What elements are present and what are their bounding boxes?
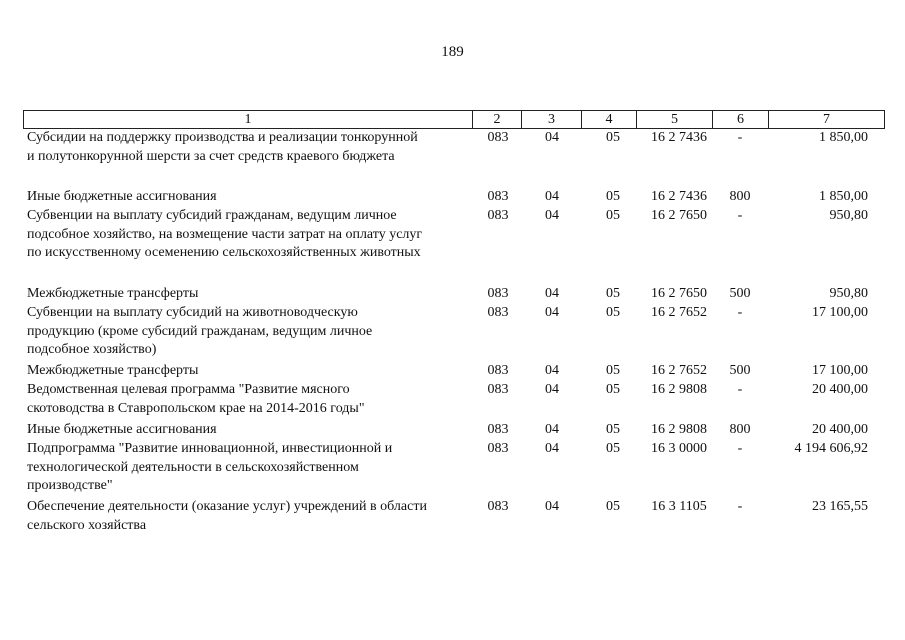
row-vr: - <box>737 208 743 223</box>
row-vr: - <box>737 499 743 514</box>
row-rz: 04 <box>545 305 559 320</box>
row-pr: 05 <box>606 305 620 320</box>
row-pr: 05 <box>606 441 620 456</box>
row-rz: 04 <box>545 208 559 223</box>
row-name: Субсидии на поддержку производства и реализации тонкорунной и полутонкорунной шерсти за счет средств краевого бюджета <box>27 130 418 164</box>
row-name: Подпрограмма "Развитие инновационной, инвестиционной и технологической деятельности в сельскохозяйственном производстве" <box>27 441 393 493</box>
row-name: Субвенции на выплату субсидий гражданам, ведущим личное подсобное хозяйство, на возмещение части затрат на оплату услуг по искусственному осеменению сельскохозяйственных животных <box>27 208 423 260</box>
row-rz: 04 <box>545 499 559 514</box>
row-gr: 083 <box>487 189 509 204</box>
row-sum: 1 850,00 <box>819 130 868 145</box>
header-cell-5: 5 <box>637 111 713 128</box>
row-pr: 05 <box>606 189 620 204</box>
row-name: Обеспечение деятельности (оказание услуг) учреждений в области сельского хозяйства <box>27 499 427 533</box>
row-name: Иные бюджетные ассигнования <box>27 422 217 437</box>
row-gr: 083 <box>487 499 509 514</box>
row-vr: - <box>737 382 743 397</box>
row-name: Межбюджетные трансферты <box>27 363 199 378</box>
page-number: 189 <box>441 44 464 60</box>
row-vr: 800 <box>729 422 751 437</box>
header-cell-2: 2 <box>473 111 522 128</box>
row-sum: 4 194 606,92 <box>794 441 868 456</box>
row-pr: 05 <box>606 382 620 397</box>
row-gr: 083 <box>487 363 509 378</box>
row-vr: - <box>737 130 743 145</box>
header-cell-4: 4 <box>582 111 637 128</box>
row-vr: 500 <box>729 363 751 378</box>
row-rz: 04 <box>545 422 559 437</box>
row-gr: 083 <box>487 286 509 301</box>
row-csr: 16 2 7436 <box>651 189 707 204</box>
row-csr: 16 2 7652 <box>651 305 707 320</box>
row-sum: 950,80 <box>829 286 868 301</box>
row-csr: 16 2 7652 <box>651 363 707 378</box>
row-sum: 17 100,00 <box>812 363 868 378</box>
row-rz: 04 <box>545 189 559 204</box>
row-gr: 083 <box>487 208 509 223</box>
header-cell-1: 1 <box>24 111 473 128</box>
row-sum: 1 850,00 <box>819 189 868 204</box>
row-csr: 16 2 9808 <box>651 422 707 437</box>
row-gr: 083 <box>487 130 509 145</box>
header-cell-7: 7 <box>769 111 885 128</box>
row-rz: 04 <box>545 382 559 397</box>
row-rz: 04 <box>545 363 559 378</box>
row-pr: 05 <box>606 499 620 514</box>
row-name: Межбюджетные трансферты <box>27 286 199 301</box>
row-sum: 20 400,00 <box>812 382 868 397</box>
row-vr: 800 <box>729 189 751 204</box>
row-pr: 05 <box>606 422 620 437</box>
row-csr: 16 2 7650 <box>651 286 707 301</box>
header-cell-3: 3 <box>522 111 582 128</box>
row-vr: - <box>737 305 743 320</box>
row-gr: 083 <box>487 422 509 437</box>
row-rz: 04 <box>545 286 559 301</box>
row-pr: 05 <box>606 130 620 145</box>
row-csr: 16 2 9808 <box>651 382 707 397</box>
row-name: Иные бюджетные ассигнования <box>27 189 217 204</box>
row-rz: 04 <box>545 130 559 145</box>
row-sum: 950,80 <box>829 208 868 223</box>
table-header-row <box>23 110 885 129</box>
row-pr: 05 <box>606 286 620 301</box>
row-name: Ведомственная целевая программа "Развитие мясного скотоводства в Ставропольском крае на 2014-2016 годы" <box>27 382 365 416</box>
row-vr: - <box>737 441 743 456</box>
row-csr: 16 3 0000 <box>651 441 707 456</box>
row-sum: 20 400,00 <box>812 422 868 437</box>
row-gr: 083 <box>487 305 509 320</box>
row-gr: 083 <box>487 382 509 397</box>
row-pr: 05 <box>606 208 620 223</box>
row-rz: 04 <box>545 441 559 456</box>
row-gr: 083 <box>487 441 509 456</box>
row-sum: 17 100,00 <box>812 305 868 320</box>
row-pr: 05 <box>606 363 620 378</box>
row-csr: 16 3 1105 <box>651 499 707 514</box>
row-csr: 16 2 7436 <box>651 130 707 145</box>
row-sum: 23 165,55 <box>812 499 868 514</box>
header-cell-6: 6 <box>713 111 769 128</box>
row-csr: 16 2 7650 <box>651 208 707 223</box>
row-vr: 500 <box>729 286 751 301</box>
row-name: Субвенции на выплату субсидий на животноводческую продукцию (кроме субсидий гражданам, ведущим личное подсобное хозяйство) <box>27 305 373 357</box>
